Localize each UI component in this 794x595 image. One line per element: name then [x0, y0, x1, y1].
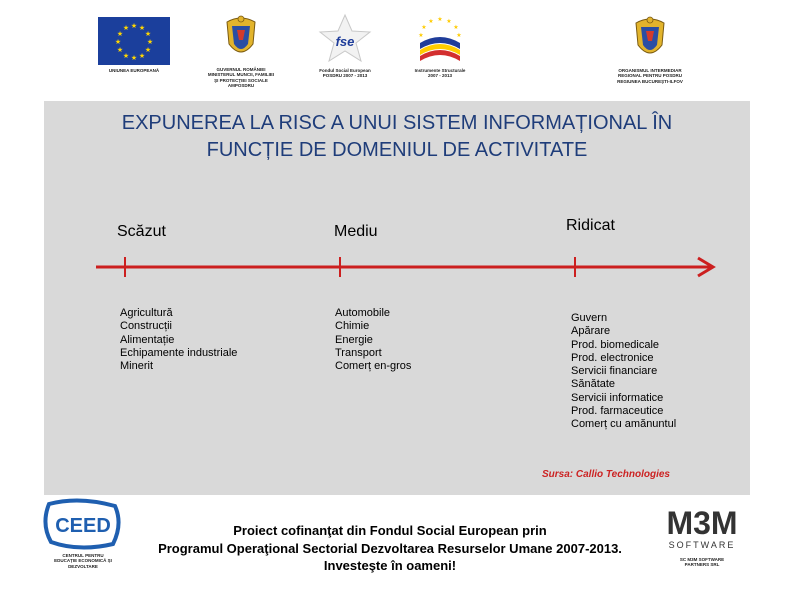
list-item: Servicii financiare	[571, 365, 658, 378]
list-item: Energie	[335, 333, 373, 346]
category-medium-label: Mediu	[334, 223, 378, 240]
list-item: Servicii informatice	[571, 391, 664, 404]
list-item: Construcții	[120, 320, 172, 333]
list-item: Prod. farmaceutice	[571, 405, 664, 418]
list-item: Guvern	[571, 312, 608, 324]
ceed-name: CEED	[55, 515, 111, 537]
eu-caption: UNIUNEA EUROPEANĂ	[108, 68, 160, 73]
footer-line1: Proiect cofinanţat din Fondul Social European prin	[233, 523, 547, 538]
list-item: Automobile	[335, 307, 391, 319]
list-item: Prod. biomedicale	[571, 338, 660, 351]
list-item: Comerț cu amănuntul	[571, 418, 677, 431]
svg-text:★: ★	[437, 16, 443, 23]
list-item: Transport	[335, 346, 382, 359]
list-item: Minerit	[120, 360, 154, 373]
source-note: Sursa: Callio Technologies	[542, 469, 670, 480]
svg-text:★: ★	[144, 30, 152, 38]
svg-text:★: ★	[418, 32, 424, 39]
svg-text:★: ★	[138, 52, 146, 60]
ceed-mark-icon	[39, 498, 127, 550]
svg-text:★: ★	[116, 46, 124, 54]
m3m-name: M3M	[666, 505, 738, 541]
list-item: Comerț en-gros	[335, 360, 412, 373]
svg-text:★: ★	[122, 52, 130, 60]
ceed-logo	[38, 498, 128, 569]
svg-text:★: ★	[138, 24, 146, 32]
low-risk-list	[120, 307, 237, 373]
list-item: Sănătate	[571, 378, 616, 391]
structural-instruments-caption: Instrumente Structurale 2007 - 2013	[414, 68, 466, 79]
category-high-label: Ridicat	[566, 217, 615, 234]
svg-text:★: ★	[130, 22, 138, 30]
list-item: Prod. electronice	[571, 351, 654, 364]
svg-text:★: ★	[421, 24, 427, 31]
medium-risk-list	[335, 307, 411, 373]
footer-text	[130, 522, 650, 575]
category-low-label: Scăzut	[117, 223, 166, 240]
m3m-sub: SOFTWARE	[668, 540, 736, 550]
svg-text:★: ★	[446, 18, 452, 25]
m3m-caption: SC M3M SOFTWARE PARTNERS SRL	[679, 557, 725, 568]
svg-text:★: ★	[146, 38, 154, 46]
fse-text: fse	[335, 34, 355, 49]
footer-line2: Programul Operaţional Sectorial Dezvoltarea Resurselor Umane 2007-2013.	[158, 540, 622, 556]
list-item: Alimentație	[120, 333, 175, 346]
high-risk-list	[571, 312, 676, 432]
m3m-wordmark-icon	[650, 504, 754, 554]
fse-caption: Fondul Social European POSDRU 2007 - 2013	[319, 68, 371, 79]
svg-text:★: ★	[122, 24, 130, 32]
government-caption: GUVERNUL ROMÂNIEI MINISTERUL MUNCII, FAMILIEI ŞI PROTECŢIEI SOCIALE AMPOSDRU	[207, 67, 275, 89]
list-item: Echipamente industriale	[120, 346, 238, 359]
ceed-caption: CENTRUL PENTRU EDUCAȚIE ECONOMICĂ ȘI DEZVOLTARE	[54, 553, 112, 569]
slide-title-line2: FUNCȚIE DE DOMENIUL DE ACTIVITATE	[206, 139, 588, 161]
svg-text:★: ★	[456, 32, 462, 39]
list-item: Agricultură	[120, 307, 173, 319]
footer-line3: Investeşte în oameni!	[323, 558, 457, 573]
svg-text:★: ★	[144, 46, 152, 54]
svg-text:★: ★	[428, 18, 434, 25]
svg-text:★: ★	[130, 54, 138, 62]
svg-text:★: ★	[453, 24, 459, 31]
svg-text:★: ★	[114, 38, 122, 46]
m3m-logo	[650, 504, 754, 568]
svg-text:★: ★	[116, 30, 124, 38]
slide-title-line1: EXPUNEREA LA RISC A UNUI SISTEM INFORMAȚIONAL ÎN	[121, 112, 673, 134]
list-item: Chimie	[335, 320, 370, 333]
intermediate-body-caption: ORGANISMUL INTERMEDIAR REGIONAL PENTRU POSDRU REGIUNEA BUCUREŞTI-ILFOV	[617, 68, 683, 84]
list-item: Apărare	[571, 325, 611, 338]
